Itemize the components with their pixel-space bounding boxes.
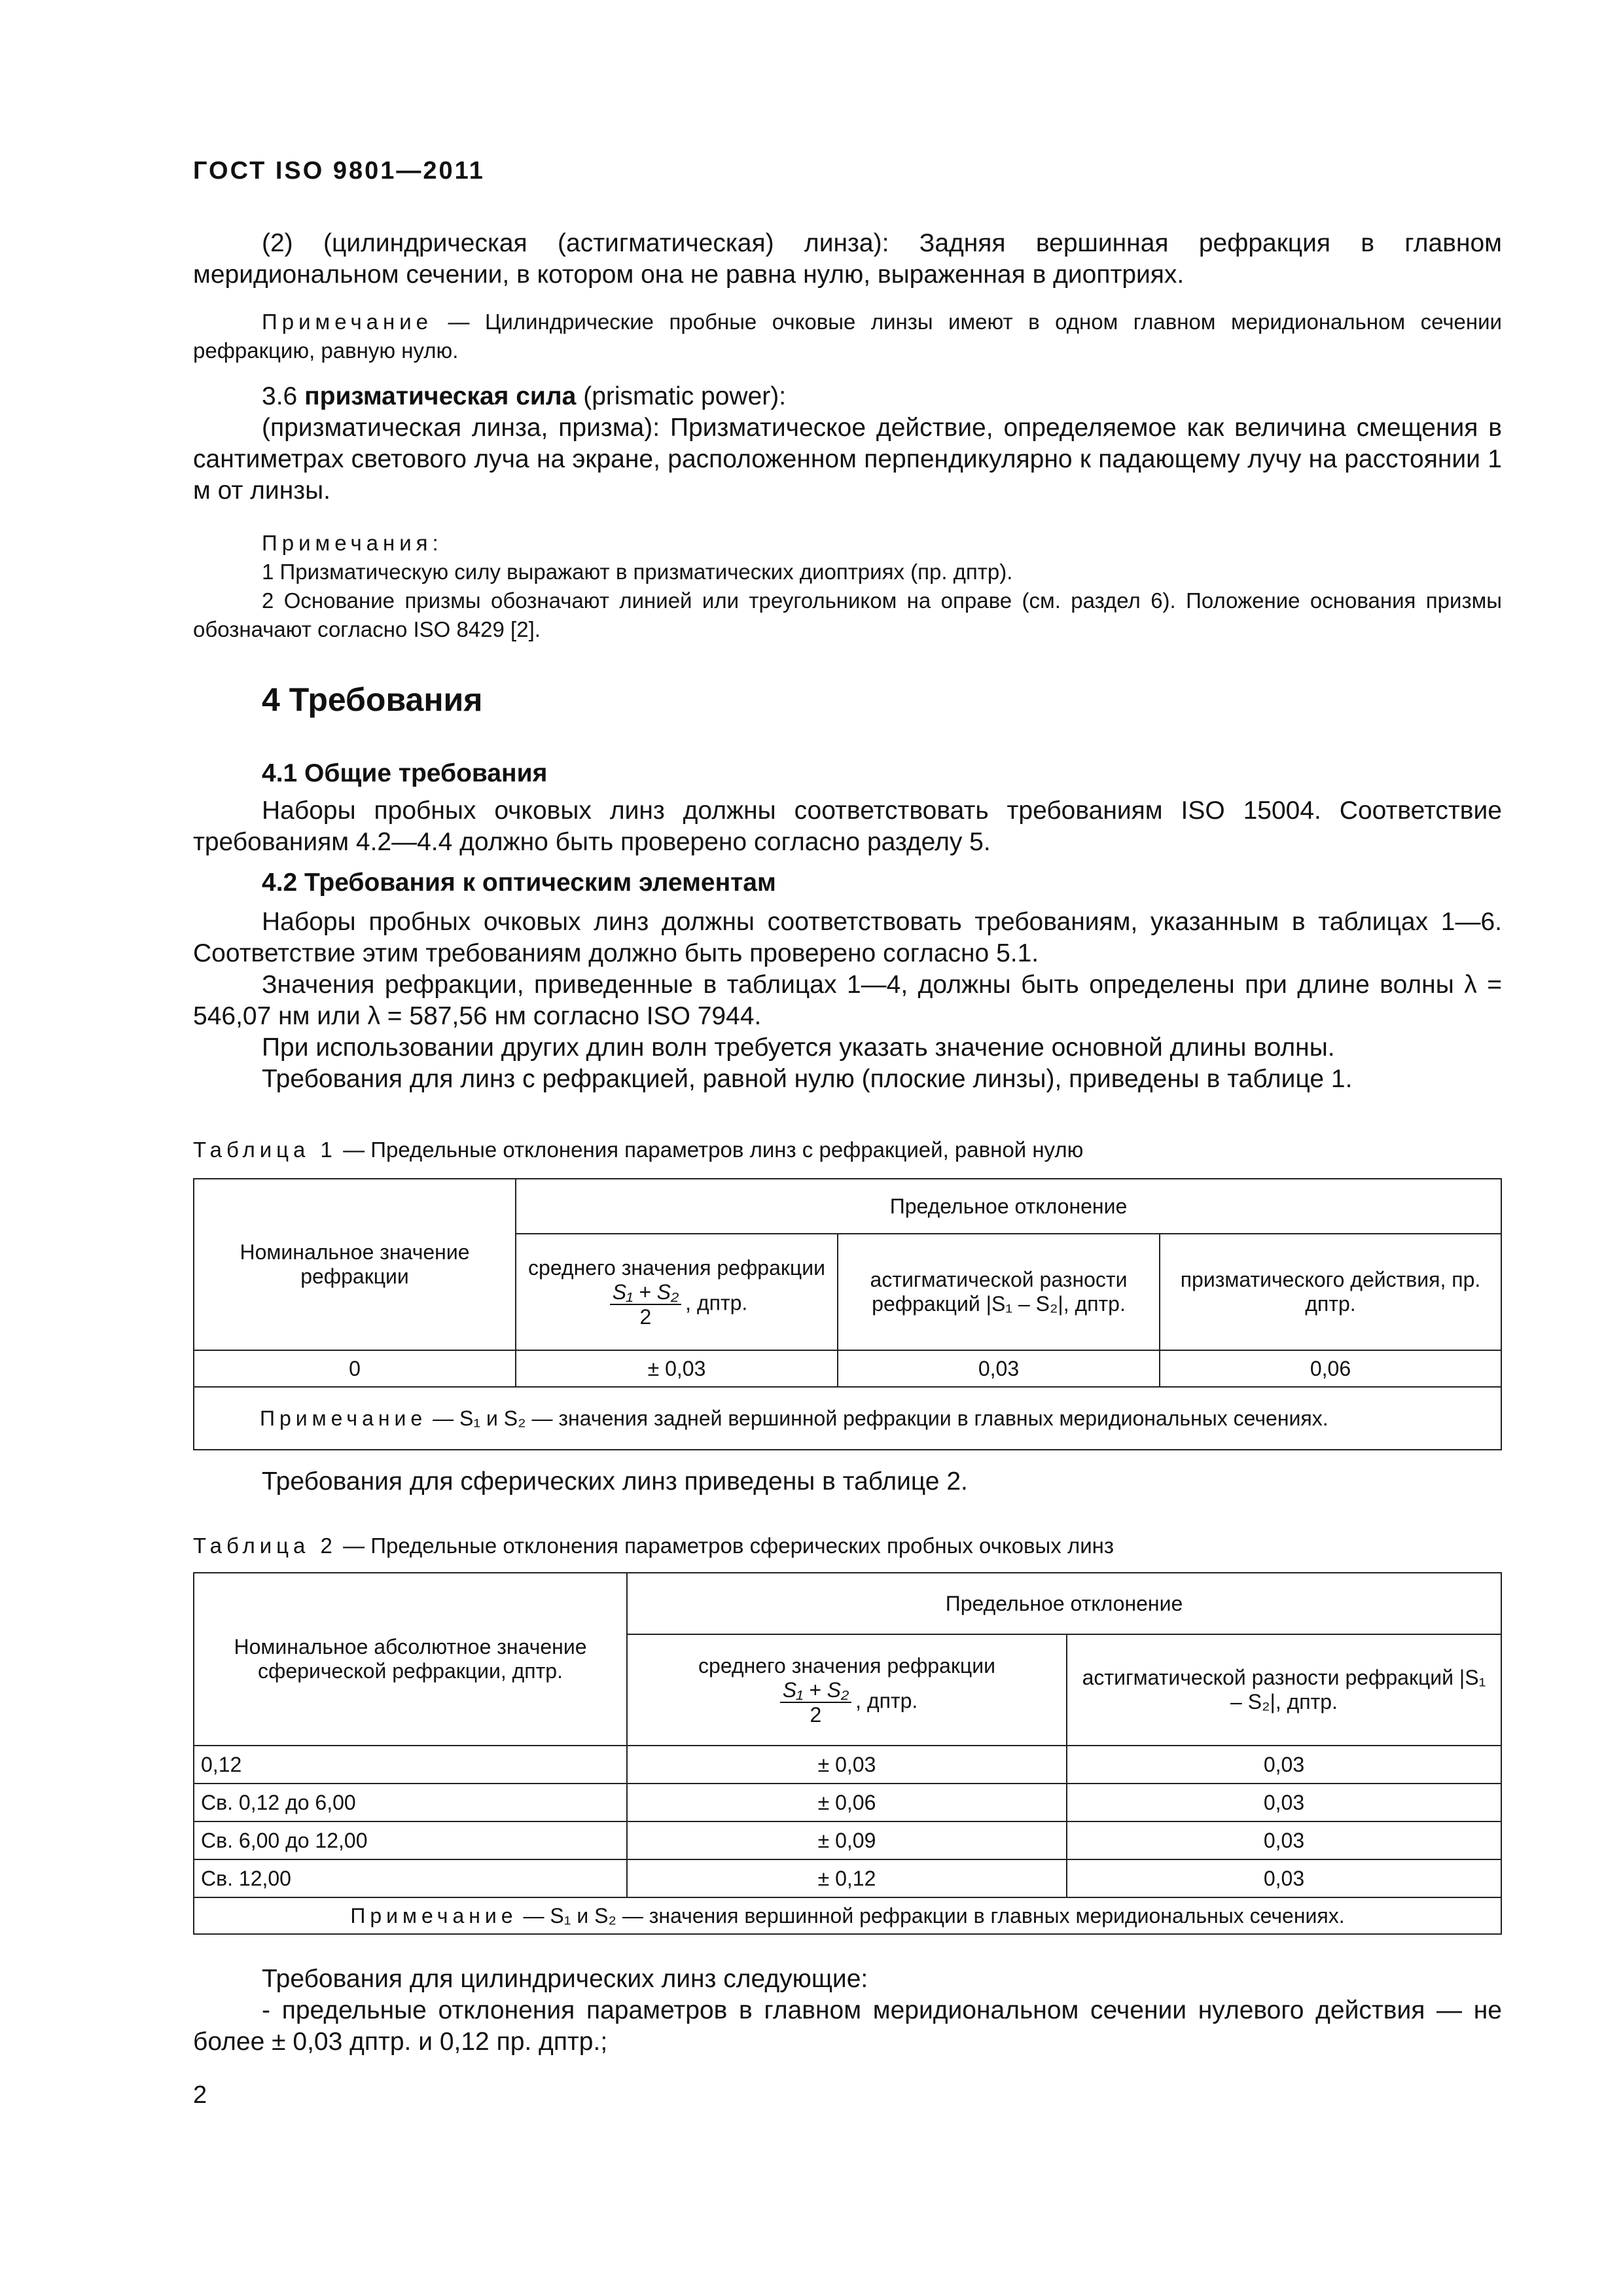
t2-cell: 0,12 [194, 1746, 627, 1784]
table-2-caption-block [193, 1532, 1502, 1560]
t2-cell: 0,03 [1067, 1784, 1501, 1821]
term-3-6-heading [193, 381, 1502, 412]
t2-note [194, 1897, 1501, 1934]
t2-fraction-den: 2 [810, 1702, 822, 1727]
section-4-2-para-3: При использовании других длин волн требуется указать значение основной длины волны. [262, 1033, 1335, 1062]
section-4-title: 4 Требования [262, 681, 483, 718]
t2-cell: ± 0,09 [627, 1821, 1067, 1859]
table-1 [193, 1178, 1502, 1450]
t1-cell: 0,06 [1160, 1350, 1501, 1387]
t2-cell: ± 0,03 [627, 1746, 1067, 1784]
cyl-note-block [193, 308, 1502, 365]
t1-note-text: — S₁ и S₂ — значения задней вершинной рефракции в главных меридиональных сечениях. [427, 1406, 1329, 1430]
table-2-intro: Требования для сферических линз приведены в таблице 2. [262, 1467, 968, 1496]
t1-fraction-den: 2 [639, 1304, 652, 1329]
table-2-title: — Предельные отклонения параметров сферических пробных очковых линз [336, 1534, 1114, 1558]
t2-header-mean [627, 1634, 1067, 1746]
table-1-label: Таблица 1 [193, 1138, 337, 1162]
t2-cell: 0,03 [1067, 1746, 1501, 1784]
cyl-definition: (2) (цилиндрическая (астигматическая) линза): Задняя вершинная рефракция в главном меридиональном сечении, в котором она не равна нулю, выраженная в диоптриях. [193, 229, 1502, 289]
t2-cell: 0,03 [1067, 1859, 1501, 1897]
t2-fraction [780, 1678, 851, 1727]
table-row [194, 1821, 1501, 1859]
t2-header-group: Предельное отклонение [627, 1573, 1501, 1634]
t1-header-group: Предельное отклонение [516, 1179, 1501, 1234]
t2-fraction-num: S₁ + S₂ [780, 1678, 851, 1703]
table-row [194, 1784, 1501, 1821]
section-4-1-heading-block [193, 759, 1502, 788]
section-4-2-para-2: Значения рефракции, приведенные в таблицах 1—4, должны быть определены при длине волны λ = 546,07 нм или λ = 587,56 нм согласно ISO 7944. [193, 971, 1502, 1030]
table-1-title: — Предельные отклонения параметров линз с рефракцией, равной нулю [336, 1138, 1084, 1162]
t1-cell: 0,03 [838, 1350, 1160, 1387]
table-2-block [193, 1572, 1502, 1935]
section-4-1-title: 4.1 Общие требования [262, 759, 548, 787]
cyl-req-item: - предельные отклонения параметров в главном меридиональном сечении нулевого действия — не более ± 0,03 дптр. и 0,12 пр. дптр.; [193, 1996, 1502, 2056]
t2-header-mean-formula [634, 1678, 1060, 1727]
page-header: ГОСТ ISO 9801—2011 [193, 157, 485, 185]
table-row [194, 1746, 1501, 1784]
term-english: (prismatic power): [576, 382, 787, 410]
table-1-block [193, 1178, 1502, 1450]
t2-header-mean-label: среднего значения рефракции [698, 1653, 995, 1677]
t1-header-mean [516, 1234, 838, 1350]
section-4-2-body [193, 906, 1502, 1095]
notes-label: Примечания: [262, 531, 443, 555]
t2-header-astig: астигматической разности рефракций |S₁ – S₂|, дптр. [1067, 1634, 1501, 1746]
note-text: — Цилиндрические пробные очковые линзы имеют в одном главном меридиональном сечении рефракцию, равную нулю. [193, 310, 1502, 363]
t1-fraction-num: S₁ + S₂ [610, 1280, 681, 1305]
cyl-note [193, 308, 1502, 365]
term-number: 3.6 [262, 382, 298, 410]
t2-cell: 0,03 [1067, 1821, 1501, 1859]
section-4-1-text: Наборы пробных очковых линз должны соответствовать требованиям ISO 15004. Соответствие требованиям 4.2—4.4 должно быть проверено согласно разделу 5. [193, 797, 1502, 856]
t1-fraction [610, 1280, 681, 1329]
term-3-6-block [193, 381, 1502, 507]
t1-note [194, 1387, 1501, 1450]
table-row [194, 1859, 1501, 1897]
section-4-2-para-4: Требования для линз с рефракцией, равной нулю (плоские линзы), приведены в таблице 1. [262, 1065, 1353, 1093]
section-4-2-heading-block [193, 869, 1502, 897]
note-item-2: 2 Основание призмы обозначают линией или треугольником на оправе (см. раздел 6). Положение основания призмы обозначают согласно ISO 8429 [2]. [193, 588, 1502, 641]
t2-cell: Св. 0,12 до 6,00 [194, 1784, 627, 1821]
t1-header-mean-formula [523, 1280, 830, 1329]
t2-cell: Св. 6,00 до 12,00 [194, 1821, 627, 1859]
table-2 [193, 1572, 1502, 1935]
t2-cell: ± 0,12 [627, 1859, 1067, 1897]
table-1-caption-block [193, 1136, 1502, 1164]
t1-note-label: Примечание [260, 1406, 427, 1430]
section-4-1-body [193, 795, 1502, 858]
t1-header-mean-label: среднего значения рефракции [528, 1255, 825, 1280]
t2-cell: Св. 12,00 [194, 1859, 627, 1897]
t1-header-nominal: Номинальное значение рефракции [194, 1179, 516, 1350]
page-number: 2 [193, 2081, 207, 2109]
table-row [194, 1350, 1501, 1387]
cyl-req-block [193, 1964, 1502, 2058]
section-4-heading-block [193, 681, 1502, 719]
term-3-6-definition: (призматическая линза, призма): Призматическое действие, определяемое как величина смещения в сантиметрах светового луча на экране, расположенном перпендикулярно к падающему лучу на расстоянии 1 м от линзы. [193, 414, 1502, 505]
note-item-1: 1 Призматическую силу выражают в призматических диоптриях (пр. дптр). [262, 560, 1013, 584]
table-1-caption [193, 1136, 1502, 1164]
t1-cell: 0 [194, 1350, 516, 1387]
cyl-definition-block [193, 228, 1502, 291]
table-2-label: Таблица 2 [193, 1534, 337, 1558]
table-2-caption [193, 1532, 1502, 1560]
t1-fraction-unit: , дптр. [685, 1290, 748, 1314]
term-bold: призматическая сила [304, 382, 577, 410]
cyl-req-intro: Требования для цилиндрических линз следующие: [262, 1965, 868, 1993]
t1-cell: ± 0,03 [516, 1350, 838, 1387]
t2-header-nominal: Номинальное абсолютное значение сферической рефракции, дптр. [194, 1573, 627, 1746]
note-label: Примечание [262, 310, 433, 334]
t2-note-text: — S₁ и S₂ — значения вершинной рефракции в главных меридиональных сечениях. [517, 1903, 1345, 1928]
t2-cell: ± 0,06 [627, 1784, 1067, 1821]
t2-fraction-unit: , дптр. [855, 1688, 918, 1712]
t1-header-prism: призматического действия, пр. дптр. [1160, 1234, 1501, 1350]
section-4-2-para-1: Наборы пробных очковых линз должны соответствовать требованиям, указанным в таблицах 1—6. Соответствие этим требованиям должно быть проверено согласно 5.1. [193, 908, 1502, 967]
t2-note-label: Примечание [350, 1903, 518, 1928]
table-2-intro-block [193, 1466, 1502, 1498]
term-3-6-notes [193, 529, 1502, 644]
section-4-2-title: 4.2 Требования к оптическим элементам [262, 869, 776, 897]
t1-header-astig: астигматической разности рефракций |S₁ – S₂|, дптр. [838, 1234, 1160, 1350]
